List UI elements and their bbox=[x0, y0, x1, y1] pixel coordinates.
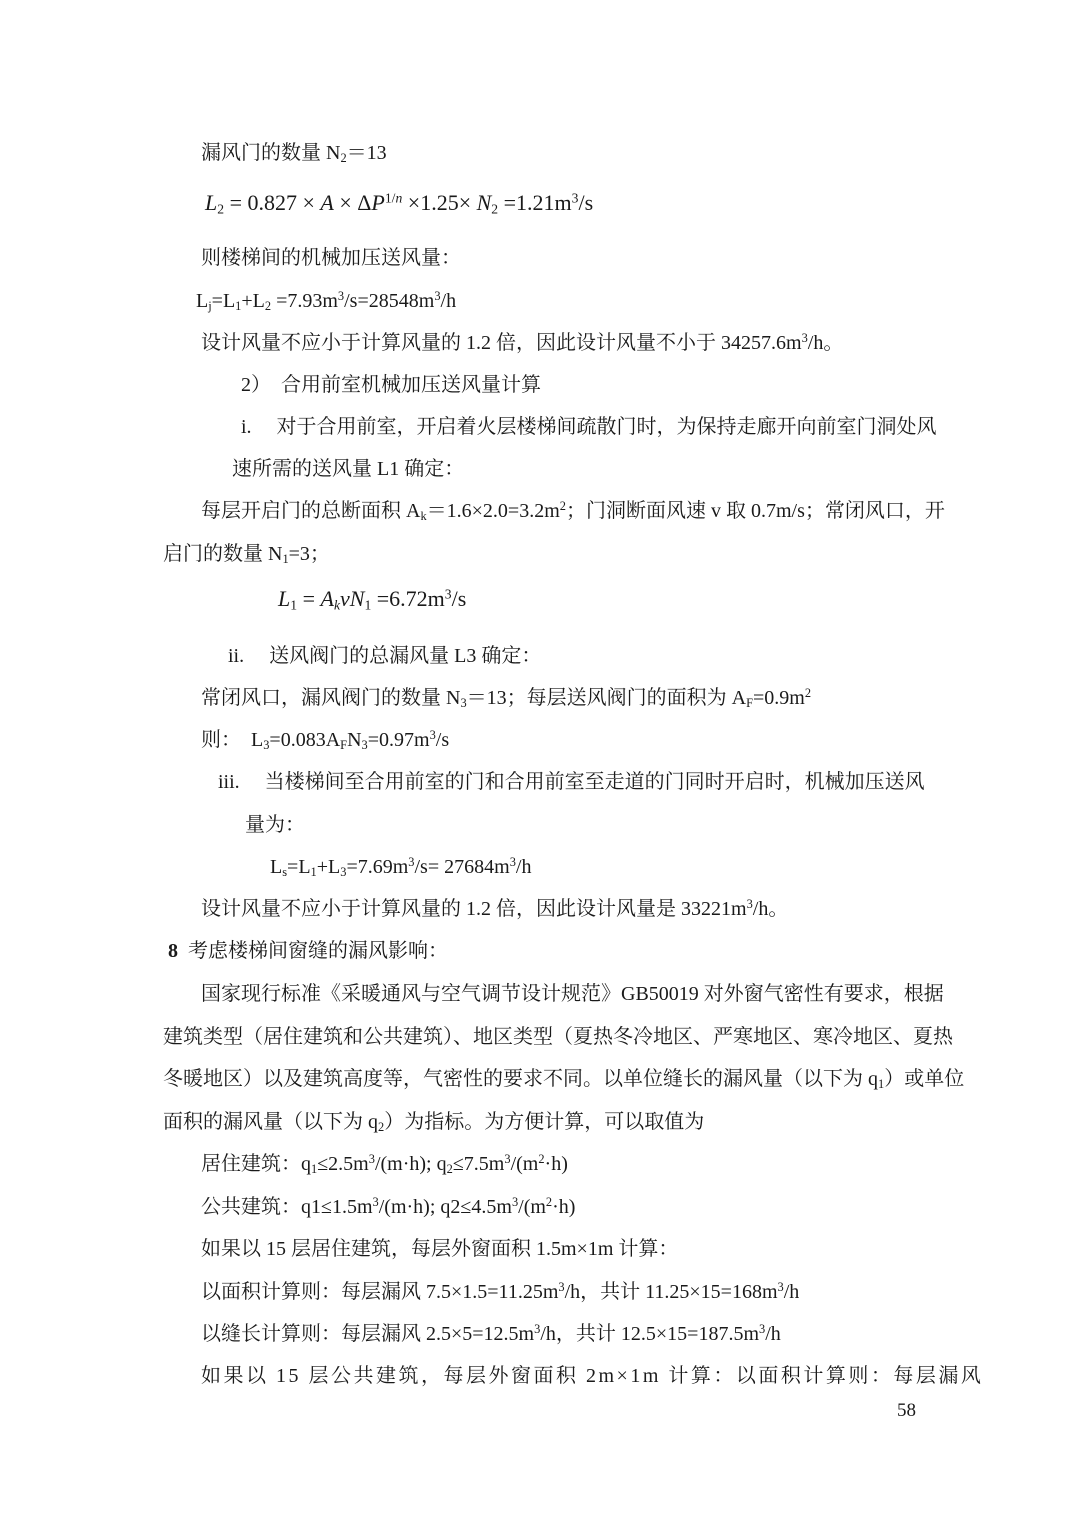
text-segment: 3 bbox=[509, 855, 516, 870]
text-segment: 3 bbox=[511, 1195, 519, 1210]
text-segment: 3 bbox=[361, 738, 368, 753]
text-segment: P bbox=[371, 190, 385, 215]
text-line bbox=[245, 812, 305, 838]
text-segment: L bbox=[278, 586, 291, 611]
text-line bbox=[201, 1236, 678, 1262]
text-segment: 3 bbox=[759, 1322, 766, 1337]
text-segment: =3； bbox=[288, 543, 330, 565]
text-segment: 则： L bbox=[201, 729, 264, 751]
text-segment: 3 bbox=[571, 190, 579, 206]
text-segment: 3 bbox=[534, 1322, 541, 1337]
text-segment: 3 bbox=[408, 855, 415, 870]
text-line bbox=[201, 1194, 575, 1220]
text-segment: = bbox=[297, 586, 321, 611]
text-segment: v bbox=[340, 586, 350, 611]
formula-line bbox=[205, 190, 593, 216]
text-segment: =0.9m bbox=[753, 687, 805, 709]
text-segment: F bbox=[746, 696, 754, 711]
text-segment: ＝1.6×2.0=3.2m bbox=[426, 500, 560, 522]
text-segment: N bbox=[476, 190, 492, 215]
text-segment: 面积的漏风量（以下为 q bbox=[163, 1111, 378, 1133]
text-line bbox=[241, 414, 937, 440]
text-segment: A bbox=[320, 190, 334, 215]
text-line bbox=[270, 854, 531, 880]
text-line bbox=[163, 1109, 704, 1135]
text-segment: 如果以 15 层居住建筑，每层外窗面积 1.5m×1m 计算： bbox=[201, 1238, 679, 1260]
text-segment: =1.21m bbox=[498, 190, 572, 215]
text-segment: /(m bbox=[518, 1196, 546, 1218]
formula-line bbox=[278, 586, 466, 612]
text-segment: 3 bbox=[504, 1152, 511, 1167]
text-line bbox=[201, 727, 449, 753]
text-segment: ）或单位 bbox=[884, 1068, 965, 1090]
text-segment: 启门的数量 N bbox=[163, 543, 283, 565]
text-segment: iii. 当楼梯间至合用前室的门和合用前室至走道的门同时开启时，机械加压送风 bbox=[218, 771, 925, 793]
text-segment: A bbox=[320, 586, 334, 611]
text-segment: L bbox=[205, 190, 218, 215]
text-segment: k bbox=[333, 597, 340, 613]
text-segment: 居住建筑：q bbox=[201, 1153, 311, 1175]
text-segment: 2 bbox=[378, 1120, 385, 1135]
text-line bbox=[201, 245, 461, 271]
text-segment: 2 bbox=[545, 1195, 553, 1210]
text-segment: 3 bbox=[263, 738, 270, 753]
text-segment: 漏风门的数量 N bbox=[201, 142, 341, 164]
text-segment: =0.083A bbox=[269, 729, 341, 751]
text-segment: s bbox=[282, 865, 288, 880]
text-segment: 设计风量不应小于计算风量的 1.2 倍，因此设计风量是 33221m bbox=[201, 898, 747, 920]
text-line bbox=[241, 372, 541, 398]
text-segment: 3 bbox=[429, 728, 436, 743]
text-segment: j bbox=[208, 299, 212, 314]
text-segment: /h bbox=[440, 290, 457, 312]
text-segment: =L bbox=[211, 290, 236, 312]
text-segment: /h，共计 11.25×15=168m bbox=[564, 1281, 778, 1303]
text-segment: F bbox=[340, 738, 348, 753]
text-line bbox=[201, 1279, 799, 1305]
text-segment: =7.93m bbox=[271, 290, 338, 312]
text-segment: k bbox=[420, 509, 427, 524]
text-segment: 3 bbox=[777, 1280, 784, 1295]
text-segment: 3 bbox=[340, 865, 347, 880]
text-segment: 2 bbox=[538, 1152, 545, 1167]
text-segment: /h。 bbox=[807, 332, 844, 354]
text-segment: /h bbox=[765, 1323, 781, 1345]
text-segment: 国家现行标准《采暖通风与空气调节设计规范》GB50019 对外窗气密性有要求，根据 bbox=[201, 983, 944, 1005]
text-segment: 设计风量不应小于计算风量的 1.2 倍，因此设计风量不小于 34257.6m bbox=[201, 332, 802, 354]
text-segment: 2 bbox=[264, 299, 272, 314]
text-segment: 1 bbox=[290, 597, 298, 613]
text-line bbox=[168, 938, 448, 964]
text-segment: 公共建筑：q1≤1.5m bbox=[201, 1196, 373, 1218]
text-segment: 1 bbox=[311, 1162, 318, 1177]
text-line bbox=[201, 498, 945, 524]
text-segment: 每层开启门的总断面积 A bbox=[201, 500, 421, 522]
text-segment: 3 bbox=[460, 696, 467, 711]
text-line bbox=[196, 288, 456, 314]
text-segment: 以缝长计算则：每层漏风 2.5×5=12.5m bbox=[201, 1323, 535, 1345]
text-segment: ≤2.5m bbox=[317, 1153, 369, 1175]
text-segment: 1 bbox=[235, 299, 242, 314]
text-segment: N bbox=[349, 586, 365, 611]
text-line bbox=[201, 330, 843, 356]
text-segment: 3 bbox=[337, 289, 345, 304]
text-segment: 3 bbox=[434, 289, 441, 304]
text-segment: ≤7.5m bbox=[452, 1153, 505, 1175]
text-segment: 2） 合用前室机械加压送风量计算 bbox=[241, 374, 541, 396]
text-segment: 3 bbox=[368, 1152, 375, 1167]
text-segment: ＝13；每层送风阀门的面积为 A bbox=[466, 687, 747, 709]
text-segment: n bbox=[395, 190, 403, 206]
text-line bbox=[201, 1321, 781, 1347]
text-segment: 1 bbox=[878, 1077, 885, 1092]
text-segment: i. 对于合用前室，开启着火层楼梯间疏散门时，为保持走廊开向前室门洞处风 bbox=[241, 416, 937, 438]
text-segment: 1/ bbox=[384, 190, 396, 206]
text-segment: 考虑楼梯间窗缝的漏风影响： bbox=[178, 940, 448, 962]
text-segment: /h。 bbox=[752, 898, 789, 920]
text-segment: 速所需的送风量 L1 确定： bbox=[232, 458, 465, 480]
text-line bbox=[201, 1151, 568, 1177]
text-segment: 常闭风口，漏风阀门的数量 N bbox=[201, 687, 461, 709]
text-segment: +L bbox=[241, 290, 265, 312]
text-segment: 2 bbox=[446, 1162, 453, 1177]
text-segment: 2 bbox=[217, 201, 225, 217]
text-segment: ii. 送风阀门的总漏风量 L3 确定： bbox=[228, 645, 542, 667]
text-segment: ；门洞断面风速 v 取 0.7m/s；常闭风口，开 bbox=[565, 500, 945, 522]
text-segment: 3 bbox=[558, 1280, 565, 1295]
text-segment: 1 bbox=[364, 597, 372, 613]
text-segment: 则楼梯间的机械加压送风量： bbox=[201, 247, 461, 269]
text-segment: 3 bbox=[746, 897, 753, 912]
text-line bbox=[201, 1363, 983, 1389]
text-segment: /s bbox=[578, 190, 594, 215]
text-segment: 2 bbox=[491, 201, 499, 217]
text-segment: /h bbox=[515, 856, 532, 878]
text-line bbox=[163, 1066, 964, 1092]
text-segment: 3 bbox=[801, 331, 808, 346]
text-segment: =0.97m bbox=[367, 729, 430, 751]
text-segment: L bbox=[270, 856, 283, 878]
text-line bbox=[163, 541, 330, 567]
text-segment: ）为指标。为方便计算，可以取值为 bbox=[384, 1111, 705, 1133]
text-line bbox=[228, 643, 541, 669]
text-segment: 2 bbox=[340, 151, 347, 166]
text-line bbox=[218, 769, 925, 795]
text-segment: 如果以 15 层公共建筑，每层外窗面积 2m×1m 计算：以面积计算则：每层漏风 bbox=[201, 1365, 984, 1387]
text-segment: 8 bbox=[168, 940, 178, 962]
text-segment: 2 bbox=[804, 686, 812, 701]
text-segment: /h，共计 12.5×15=187.5m bbox=[540, 1323, 759, 1345]
text-segment: = 0.827 × bbox=[224, 190, 321, 215]
text-segment: ·h) bbox=[544, 1153, 568, 1175]
text-line bbox=[201, 140, 387, 166]
text-segment: N bbox=[347, 729, 362, 751]
text-segment: 量为： bbox=[245, 814, 305, 836]
text-segment: +L bbox=[316, 856, 341, 878]
text-line bbox=[201, 896, 788, 922]
text-segment: =6.72m bbox=[371, 586, 445, 611]
text-segment: 3 bbox=[372, 1195, 379, 1210]
text-segment: 1 bbox=[310, 865, 317, 880]
text-segment: /(m bbox=[510, 1153, 539, 1175]
text-line bbox=[232, 456, 464, 482]
text-segment: /s bbox=[451, 586, 467, 611]
text-segment: =7.69m bbox=[346, 856, 409, 878]
text-segment: =L bbox=[287, 856, 311, 878]
text-segment: /(m·h); q2≤4.5m bbox=[378, 1196, 512, 1218]
page-number: 58 bbox=[897, 1400, 916, 1421]
text-segment: 2 bbox=[559, 499, 566, 514]
text-segment: L bbox=[196, 290, 209, 312]
text-segment: ·h) bbox=[552, 1196, 576, 1218]
text-line bbox=[201, 981, 944, 1007]
text-segment: ×1.25× bbox=[402, 190, 477, 215]
text-segment: /(m·h); q bbox=[374, 1153, 447, 1175]
text-segment: 冬暖地区）以及建筑高度等，气密性的要求不同。以单位缝长的漏风量（以下为 q bbox=[163, 1068, 878, 1090]
text-segment: /h bbox=[783, 1281, 800, 1303]
text-segment: 3 bbox=[444, 586, 452, 602]
text-line bbox=[201, 685, 811, 711]
text-segment: 建筑类型（居住建筑和公共建筑）、地区类型（夏热冬冷地区、严寒地区、寒冷地区、夏热 bbox=[163, 1026, 953, 1048]
text-segment: /s=28548m bbox=[344, 290, 435, 312]
text-segment: /s bbox=[435, 729, 450, 751]
text-segment: ＝13 bbox=[346, 142, 387, 164]
text-segment: × Δ bbox=[333, 190, 372, 215]
text-segment: /s= 27684m bbox=[414, 856, 510, 878]
text-segment: 1 bbox=[282, 552, 289, 567]
text-segment: 以面积计算则：每层漏风 7.5×1.5=11.25m bbox=[201, 1281, 559, 1303]
text-line bbox=[163, 1024, 953, 1050]
